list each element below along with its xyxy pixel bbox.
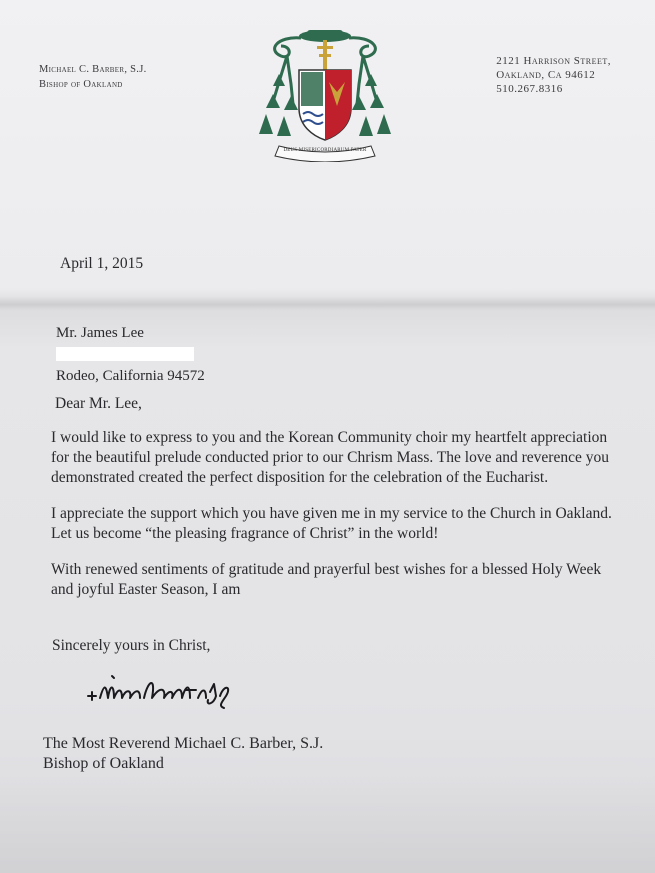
address-phone: 510.267.8316 [496,83,563,95]
letter-body [51,428,621,616]
sender-title: Bishop of Oakland [39,79,123,90]
salutation: Dear Mr. Lee, [55,395,142,412]
crest-motto: DEUS MISERICORDIARUM PATER [283,148,367,153]
redacted-street-address [56,347,194,361]
body-paragraph: I appreciate the support which you have given me in my service to the Church in Oakland. Let us become “the pleasing fragrance of Christ” in the world! [51,505,612,542]
show-through-reverse-text [30,790,630,873]
signatory-name: The Most Reverend Michael C. Barber, S.J. [43,735,324,752]
letterhead-sender [39,62,147,92]
letter-date: April 1, 2015 [60,255,144,272]
recipient-city: Rodeo, California 94572 [56,368,205,384]
signatory-title: Bishop of Oakland [43,755,164,772]
closing: Sincerely yours in Christ, [52,637,211,654]
sender-name: Michael C. Barber, S.J. [39,64,147,75]
address-street: 2121 Harrison Street, [496,55,611,67]
letterhead-address [496,54,611,96]
body-paragraph: With renewed sentiments of gratitude and prayerful best wishes for a blessed Holy Week and joyful Easter Season, I am [51,561,602,598]
recipient-name: Mr. James Lee [56,325,144,341]
signatory-block [43,734,323,774]
paper-fold [0,296,655,310]
recipient-block [56,322,205,387]
address-city: Oakland, Ca 94612 [496,69,596,81]
handwritten-signature [86,670,246,710]
coat-of-arms-icon [257,22,393,162]
body-paragraph: I would like to express to you and the Korean Community choir my heartfelt appreciation for the beautiful prelude conducted prior to our Chrism Mass. The love and reverence you demonstrated created the perfect disposition for the celebration of the Eucharist. [51,429,609,486]
